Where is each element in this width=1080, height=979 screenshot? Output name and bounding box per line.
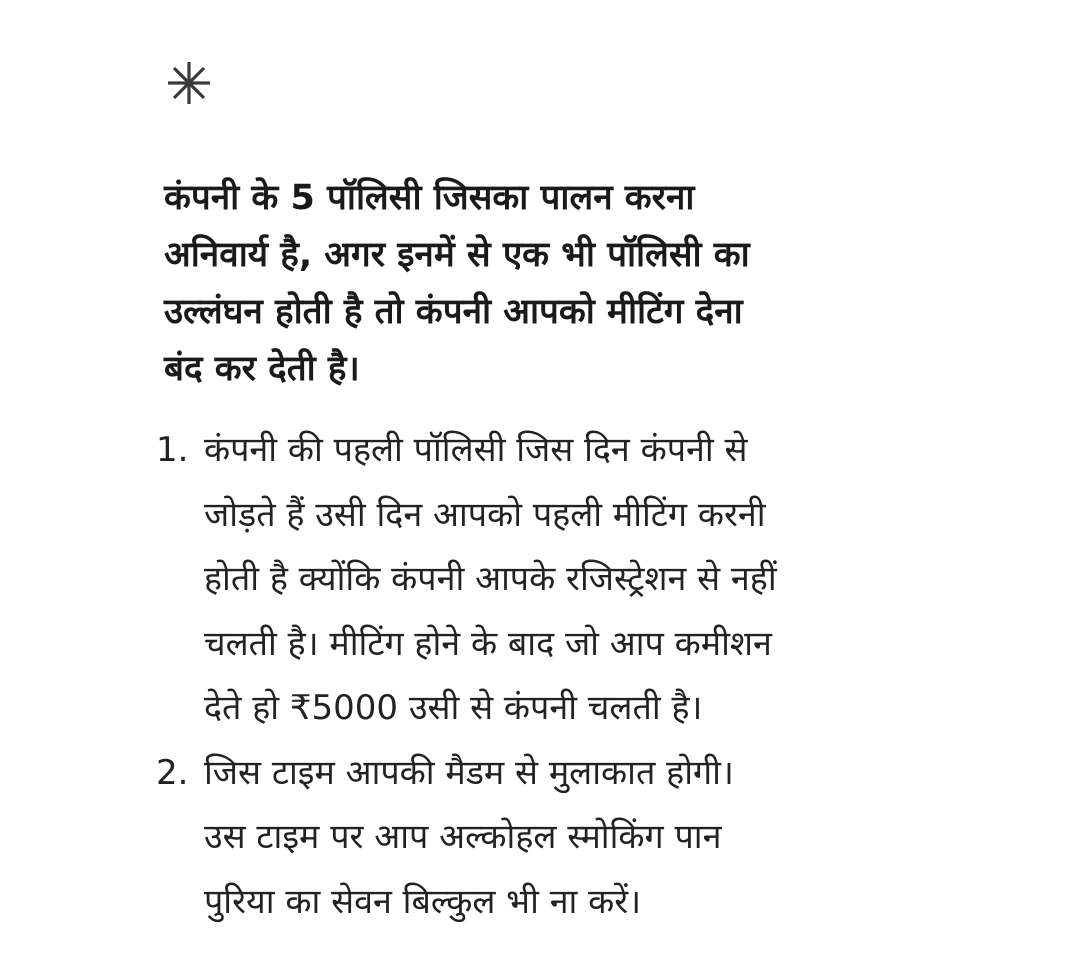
heading-line: कंपनी के 5 पॉलिसी जिसका पालन करना	[164, 178, 695, 218]
asterisk-icon	[164, 58, 214, 108]
policy-list	[156, 418, 956, 934]
heading-line: उल्लंघन होती है तो कंपनी आपको मीटिंग देना	[164, 292, 743, 332]
policy-line: कंपनी की पहली पॉलिसी जिस दिन कंपनी से	[204, 430, 748, 470]
policy-line: देते हो ₹5000 उसी से कंपनी चलती है।	[204, 688, 703, 728]
policy-line: पुरिया का सेवन बिल्कुल भी ना करें।	[204, 881, 642, 922]
policy-line: जिस टाइम आपकी मैडम से मुलाकात होगी।	[204, 752, 734, 793]
heading-line: बंद कर देती है।	[164, 349, 360, 389]
policy-item-1	[156, 418, 956, 741]
policy-line: उस टाइम पर आप अल्कोहल स्मोकिंग पान	[204, 817, 722, 857]
heading-line: अनिवार्य है, अगर इनमें से एक भी पॉलिसी का	[164, 235, 750, 275]
policy-line: होती है क्योंकि कंपनी आपके रजिस्ट्रेशन से नहीं	[204, 559, 777, 599]
policy-number: 1.	[156, 430, 189, 470]
policy-line: जोड़ते हैं उसी दिन आपको पहली मीटिंग करनी	[204, 494, 766, 535]
policy-number: 2.	[156, 752, 189, 793]
policy-item-2	[156, 741, 956, 935]
policy-line: चलती है। मीटिंग होने के बाद जो आप कमीशन	[204, 623, 772, 664]
policy-heading	[164, 170, 924, 398]
